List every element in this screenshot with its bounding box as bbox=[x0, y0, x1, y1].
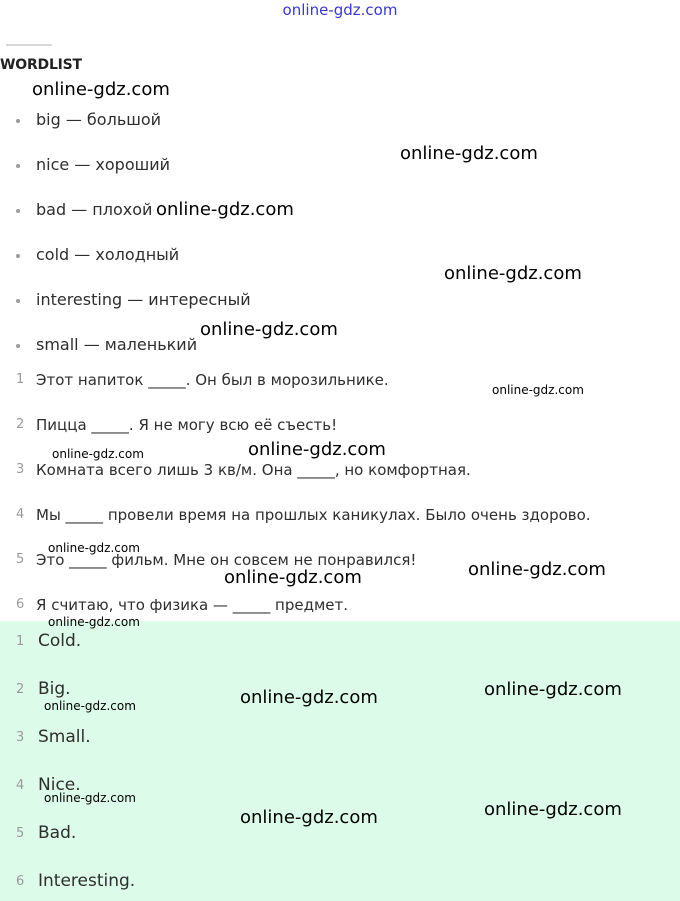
bullet-icon bbox=[16, 344, 20, 348]
watermark: online-gdz.com bbox=[400, 143, 538, 164]
wordlist-item-text: interesting — интересный bbox=[36, 290, 251, 309]
answer-text: Small. bbox=[38, 727, 91, 747]
watermark: online-gdz.com bbox=[224, 567, 362, 588]
watermark: online-gdz.com bbox=[240, 687, 378, 708]
answer-text: Cold. bbox=[38, 631, 82, 651]
site-header[interactable]: online-gdz.com bbox=[282, 1, 398, 19]
exercise-text: Мы _____ провели время на прошлых каникулах. Было очень здорово. bbox=[36, 506, 591, 524]
bullet-icon bbox=[16, 254, 20, 258]
answer-number: 2 bbox=[16, 682, 25, 697]
watermark: online-gdz.com bbox=[52, 447, 144, 461]
watermark: online-gdz.com bbox=[484, 799, 622, 820]
exercise-number: 1 bbox=[16, 372, 25, 387]
wordlist-item-text: small — маленький bbox=[36, 335, 198, 354]
divider bbox=[6, 44, 52, 46]
bullet-icon bbox=[16, 164, 20, 168]
answer-number: 6 bbox=[16, 874, 25, 889]
watermark: online-gdz.com bbox=[48, 615, 140, 629]
watermark: online-gdz.com bbox=[44, 791, 136, 805]
answer-text: Interesting. bbox=[38, 871, 136, 891]
exercise-text: Этот напиток _____. Он был в морозильнике. bbox=[36, 371, 389, 389]
exercise-text: Я считаю, что физика — _____ предмет. bbox=[36, 596, 349, 614]
watermark: online-gdz.com bbox=[484, 679, 622, 700]
exercise-number: 2 bbox=[16, 417, 25, 432]
answer-text: Nice. bbox=[38, 775, 81, 795]
watermark: online-gdz.com bbox=[468, 559, 606, 580]
wordlist-item-text: cold — холодный bbox=[36, 245, 180, 264]
exercise-number: 4 bbox=[16, 507, 25, 522]
answer-text: Big. bbox=[38, 679, 71, 699]
bullet-icon bbox=[16, 209, 20, 213]
watermark: online-gdz.com bbox=[48, 541, 140, 555]
answers-panel bbox=[0, 621, 680, 901]
bullet-icon bbox=[16, 119, 20, 123]
watermark: online-gdz.com bbox=[492, 383, 584, 397]
wordlist-title: WORDLIST bbox=[0, 57, 82, 73]
exercise-number: 3 bbox=[16, 462, 25, 477]
answer-number: 5 bbox=[16, 826, 25, 841]
wordlist-item-text: bad — плохой bbox=[36, 200, 153, 219]
bullet-icon bbox=[16, 299, 20, 303]
wordlist-item-text: big — большой bbox=[36, 110, 162, 129]
watermark: online-gdz.com bbox=[44, 699, 136, 713]
exercise-number: 5 bbox=[16, 552, 25, 567]
answer-number: 3 bbox=[16, 730, 25, 745]
answer-text: Bad. bbox=[38, 823, 77, 843]
answer-number: 1 bbox=[16, 634, 25, 649]
watermark: online-gdz.com bbox=[248, 439, 386, 460]
wordlist-item-text: nice — хороший bbox=[36, 155, 171, 174]
exercise-text: Комната всего лишь 3 кв/м. Она _____, но комфортная. bbox=[36, 461, 471, 479]
answer-number: 4 bbox=[16, 778, 25, 793]
watermark: online-gdz.com bbox=[156, 199, 294, 220]
exercise-text: Это _____ фильм. Мне он совсем не понравился! bbox=[36, 551, 417, 569]
watermark: online-gdz.com bbox=[200, 319, 338, 340]
exercise-number: 6 bbox=[16, 597, 25, 612]
exercise-text: Пицца _____. Я не могу всю её съесть! bbox=[36, 416, 338, 434]
watermark: online-gdz.com bbox=[444, 263, 582, 284]
watermark: online-gdz.com bbox=[240, 807, 378, 828]
watermark: online-gdz.com bbox=[32, 79, 170, 100]
